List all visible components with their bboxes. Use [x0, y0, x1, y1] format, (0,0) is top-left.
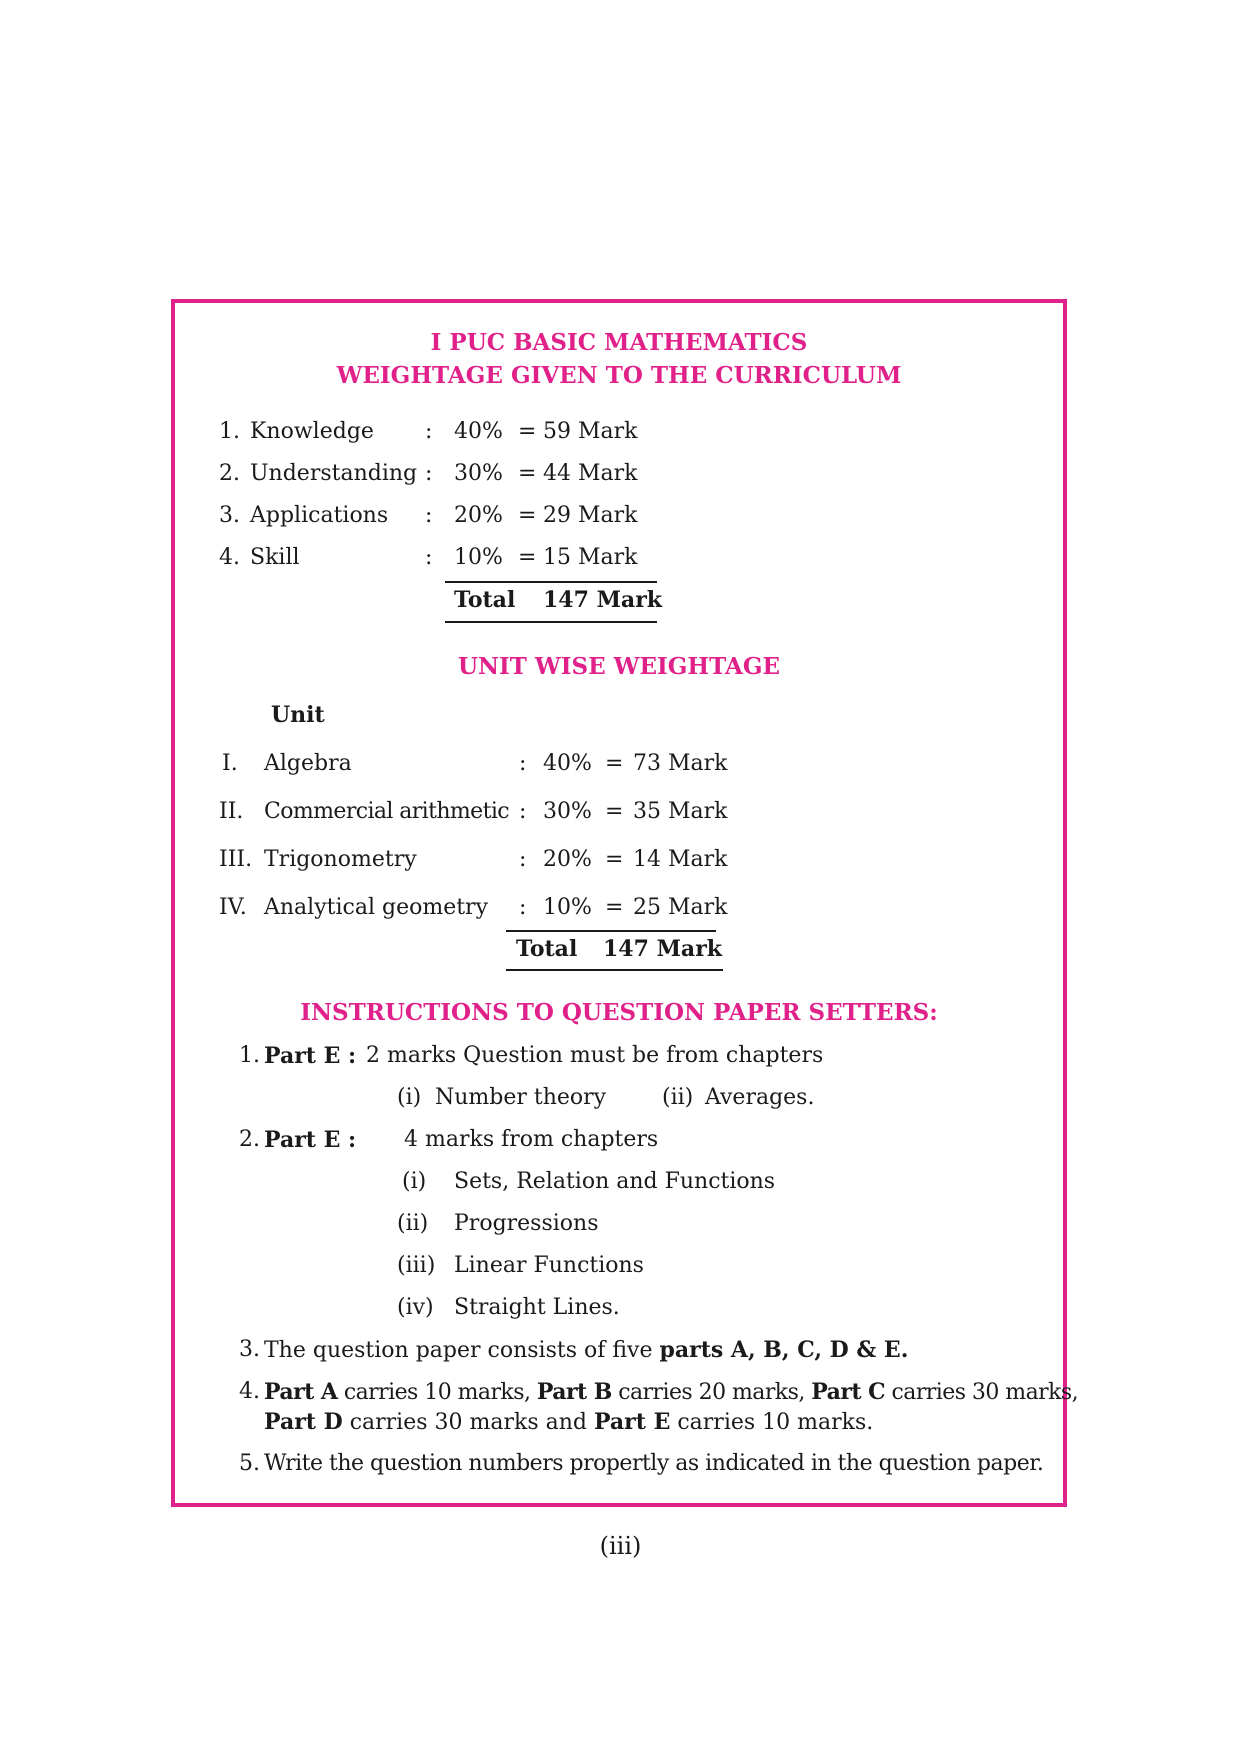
total-value: 147 Mark — [603, 936, 723, 962]
item-number: 3. — [219, 503, 240, 528]
sub-item-number: (iii) — [397, 1253, 436, 1278]
percentage: 10% — [543, 895, 592, 920]
page-title-line1: I PUC BASIC MATHEMATICS — [430, 329, 808, 356]
item-number: I. — [222, 751, 238, 776]
item-number: IV. — [219, 895, 247, 920]
marks: 35 Mark — [633, 799, 728, 824]
percentage: 20% — [543, 847, 592, 872]
item-number: III. — [219, 847, 253, 872]
marks: 14 Mark — [633, 847, 728, 872]
sub-item-text: Averages. — [705, 1085, 815, 1110]
separator: : — [425, 545, 433, 570]
marks: 25 Mark — [633, 895, 728, 920]
item-text: 2 marks Question must be from chapters — [366, 1043, 824, 1068]
sub-item-text: Linear Functions — [454, 1253, 644, 1278]
part-label: Part E : — [264, 1127, 357, 1153]
part-a-text: carries 10 marks, — [337, 1380, 537, 1405]
part-e-text: carries 10 marks. — [670, 1410, 874, 1435]
section-heading-unit-wise: UNIT WISE WEIGHTAGE — [457, 653, 781, 680]
item-number: 4. — [239, 1379, 260, 1404]
part-d-text: carries 30 marks and — [342, 1410, 594, 1435]
equals-sign: = — [518, 545, 537, 570]
item-label: Skill — [250, 545, 300, 570]
item-number: 1. — [239, 1043, 260, 1068]
item-label: Analytical geometry — [264, 895, 488, 920]
percentage: 30% — [543, 799, 592, 824]
separator: : — [425, 503, 433, 528]
sub-item-number: (iv) — [397, 1295, 434, 1320]
item-number: 1. — [219, 419, 240, 444]
sub-item-text: Straight Lines. — [454, 1295, 620, 1320]
item-text-line1 — [264, 1379, 1078, 1405]
percentage: 20% — [454, 503, 503, 528]
part-e-label: Part E — [593, 1409, 671, 1435]
equals-sign: = — [518, 419, 537, 444]
part-b-label: Part B — [536, 1379, 612, 1405]
sub-item-number: (i) — [397, 1085, 422, 1110]
separator: : — [519, 895, 527, 920]
content-frame — [171, 299, 1079, 1507]
item-number: II. — [219, 799, 244, 824]
marks: 73 Mark — [633, 751, 728, 776]
page-number: (iii) — [599, 1532, 642, 1560]
equals-sign: = — [518, 503, 537, 528]
total-bottom-rule — [445, 621, 657, 623]
page-title-line2: WEIGHTAGE GIVEN TO THE CURRICULUM — [336, 362, 902, 389]
marks: 44 Mark — [543, 461, 638, 486]
sub-item-text: Sets, Relation and Functions — [454, 1169, 776, 1194]
item-text-plain: The question paper consists of five — [264, 1338, 660, 1363]
separator: : — [425, 419, 433, 444]
separator: : — [425, 461, 433, 486]
percentage: 40% — [543, 751, 592, 776]
marks: 59 Mark — [543, 419, 638, 444]
item-label: Commercial arithmetic — [264, 799, 509, 824]
equals-sign: = — [605, 847, 624, 872]
item-text — [264, 1337, 908, 1363]
sub-item-text: Progressions — [454, 1211, 599, 1236]
equals-sign: = — [605, 895, 624, 920]
item-text-bold: parts A, B, C, D & E. — [659, 1337, 909, 1363]
item-label: Algebra — [264, 751, 352, 776]
percentage: 10% — [454, 545, 503, 570]
item-number: 2. — [219, 461, 240, 486]
marks: 29 Mark — [543, 503, 638, 528]
total-label: Total — [454, 587, 516, 613]
item-label: Applications — [250, 503, 389, 528]
part-c-text: carries 30 marks, — [885, 1380, 1079, 1405]
separator: : — [519, 751, 527, 776]
part-c-label: Part C — [811, 1379, 886, 1405]
separator: : — [519, 799, 527, 824]
section-heading-instructions: INSTRUCTIONS TO QUESTION PAPER SETTERS: — [300, 999, 938, 1026]
sub-item-number: (ii) — [662, 1085, 694, 1110]
part-a-label: Part A — [264, 1379, 338, 1405]
item-text-line2 — [264, 1409, 873, 1435]
item-label: Understanding — [250, 461, 418, 486]
part-b-text: carries 20 marks, — [611, 1380, 812, 1405]
separator: : — [519, 847, 527, 872]
item-number: 2. — [239, 1127, 260, 1152]
part-d-label: Part D — [264, 1409, 343, 1435]
item-text: Write the question numbers propertly as indicated in the question paper. — [264, 1451, 1044, 1476]
percentage: 30% — [454, 461, 503, 486]
part-label: Part E : — [264, 1043, 357, 1069]
item-number: 4. — [219, 545, 240, 570]
total-label: Total — [516, 936, 578, 962]
sub-item-text: Number theory — [435, 1085, 607, 1110]
item-number: 3. — [239, 1337, 260, 1362]
item-label: Knowledge — [250, 419, 374, 444]
total-bottom-rule — [506, 969, 723, 971]
sub-item-number: (i) — [402, 1169, 427, 1194]
total-top-rule — [445, 581, 657, 583]
equals-sign: = — [518, 461, 537, 486]
marks: 15 Mark — [543, 545, 638, 570]
item-number: 5. — [239, 1451, 260, 1476]
sub-item-number: (ii) — [397, 1211, 429, 1236]
unit-column-label: Unit — [271, 702, 325, 728]
percentage: 40% — [454, 419, 503, 444]
total-value: 147 Mark — [543, 587, 663, 613]
item-label: Trigonometry — [264, 847, 417, 872]
item-text: 4 marks from chapters — [404, 1127, 659, 1152]
equals-sign: = — [605, 751, 624, 776]
total-top-rule — [506, 930, 716, 932]
equals-sign: = — [605, 799, 624, 824]
